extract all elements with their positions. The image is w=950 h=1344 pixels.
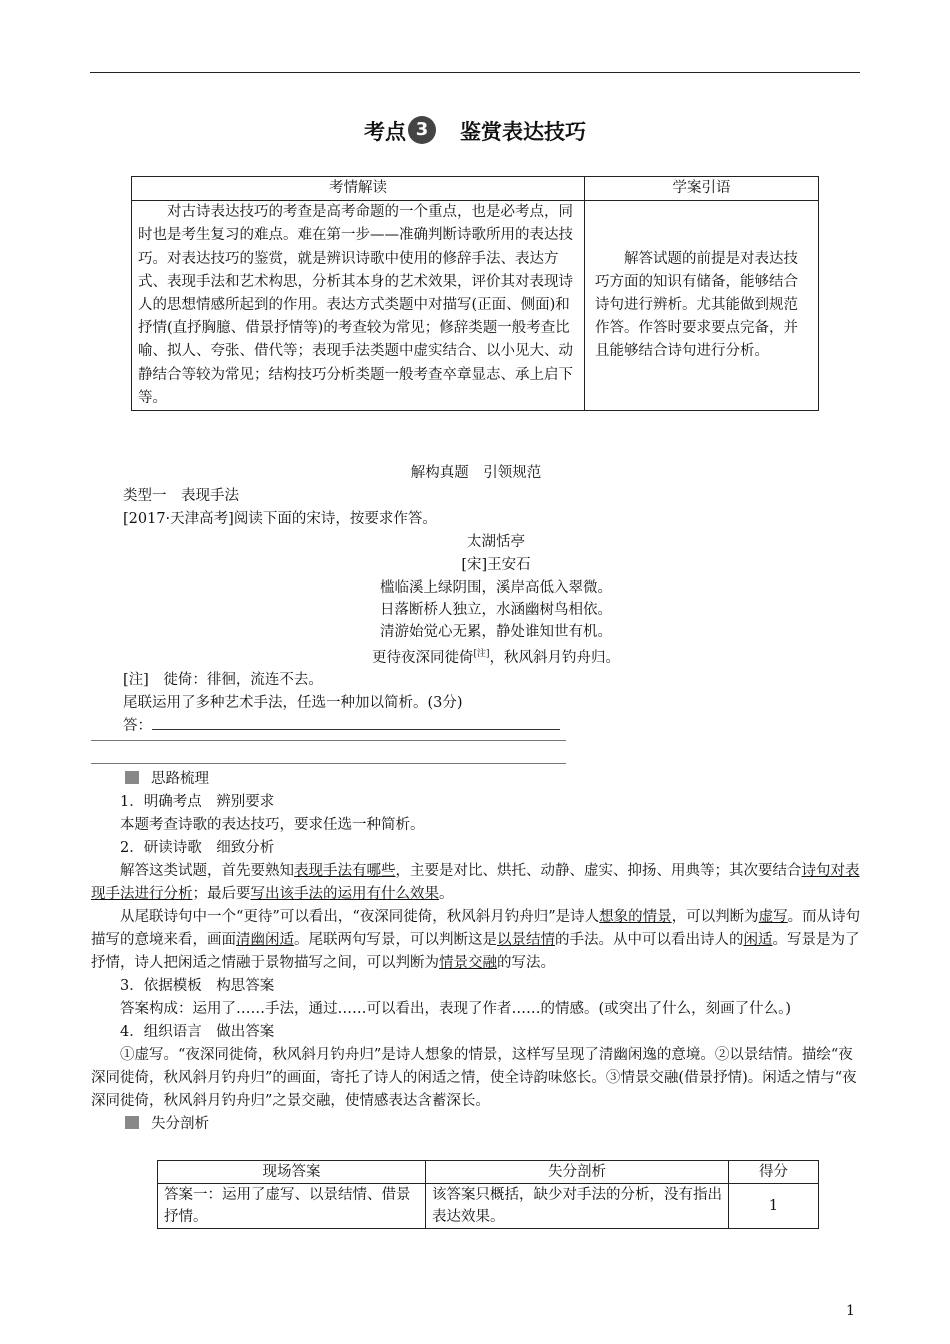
poem-line4-a: 更待夜深同徙倚: [371, 649, 474, 666]
page-title: [0, 116, 950, 147]
loss-heading-row: [91, 1113, 861, 1136]
step3-title: 3．依据模板 构思答案: [120, 978, 275, 994]
note: [注] 徙倚：徘徊，流连不去。: [123, 671, 323, 688]
intro-col2-header: 学案引语: [585, 177, 819, 201]
poem-line: 日落断桥人独立，水涵幽树鸟相依。: [380, 602, 612, 618]
question-section: [91, 462, 861, 738]
intro-col1-header: 考情解读: [132, 177, 585, 201]
title-prefix: 考点: [364, 120, 406, 144]
step4-title: 4．组织语言 做出答案: [120, 1024, 275, 1040]
loss-header: 失分剖析: [426, 1161, 729, 1184]
page-number: 1: [846, 1303, 855, 1319]
answer-line: [91, 715, 861, 738]
table-row: [158, 1184, 819, 1229]
loss-cell: 1: [729, 1184, 819, 1229]
analysis-section: [91, 768, 861, 1136]
poem-note-mark: [注]: [473, 649, 490, 659]
analysis-heading-row: [91, 768, 861, 791]
question-text: 尾联运用了多种艺术手法，任选一种加以简析。(3分): [123, 694, 463, 711]
key-phrase: 写出该手法的运用有什么效果: [250, 886, 439, 902]
key-phrase: 闲适: [743, 932, 773, 948]
key-phrase: 情景交融: [439, 955, 497, 971]
poem-title: 太湖恬亭: [467, 534, 525, 550]
intro-col1-text: 对古诗表达技巧的考查是高考命题的一个重点，也是必考点，同时也是考生复习的难点。难在第一步——准确判断诗歌所用的表达技巧。对表达技巧的鉴赏，就是辨识诗歌中使用的修辞手法、表达方式、表现手法和艺术构思，分析其本身的艺术效果，评价其对表现诗人的思想情感所起到的作用。表达方式类题中对描写(正面、侧面)和抒情(直抒胸臆、借景抒情等)的考查较为常见；修辞类题一般考查比喻、拟人、夸张、借代等；表现手法类题中虚实结合、以小见大、动静结合等较为常见；结构技巧分析类题一般考查卒章显志、承上启下等。: [132, 201, 585, 411]
key-phrase: 以景结情: [497, 932, 555, 948]
square-bullet-icon: [125, 1116, 139, 1129]
poem-line: [91, 643, 861, 669]
key-phrase: 想象的情景: [599, 909, 672, 925]
step4-text: ①虚写。“夜深同徙倚，秋风斜月钓舟归”是诗人想象的情景，这样写呈现了清幽闲逸的意境。②以景结情。描绘“夜深同徙倚，秋风斜月钓舟归”的画面，寄托了诗人的闲适之情，使全诗韵味悠长。③情景交融(借景抒情)。闲适之情与“夜深同徙倚，秋风斜月钓舟归”之景交融，使情感表达含蓄深长。: [91, 1047, 857, 1109]
loss-header: 得分: [729, 1161, 819, 1184]
square-bullet-icon: [125, 771, 139, 784]
key-phrase: 虚写: [758, 909, 788, 925]
intro-col2-text: 解答试题的前提是对表达技巧方面的知识有储备，能够结合诗句进行辨析。尤其能做到规范作答。作答时要求要点完备，并且能够结合诗句进行分析。: [585, 201, 819, 411]
poem-author: [宋]王安石: [461, 557, 531, 573]
loss-cell: 该答案只概括，缺少对手法的分析，没有指出表达效果。: [426, 1184, 729, 1229]
number-badge-icon: 3: [408, 116, 436, 144]
type-label: 类型一 表现手法: [123, 488, 239, 504]
key-phrase: 表现手法有哪些: [294, 863, 396, 879]
analysis-heading: 思路梳理: [151, 771, 209, 787]
question-source: [2017·天津高考]阅读下面的宋诗，按要求作答。: [123, 511, 437, 527]
answer-label: 答：: [123, 717, 152, 734]
step2-paragraph-1: 解答这类试题，首先要熟知表现手法有哪些，主要是对比、烘托、动静、虚实、抑扬、用典等；其次要结合诗句对表现手法进行分析；最后要写出该手法的运用有什么效果。: [91, 863, 860, 902]
answer-blank[interactable]: [152, 715, 560, 730]
poem-line: 槛临溪上绿阴围，溪岸高低入翠微。: [380, 580, 612, 596]
step1-text: 本题考查诗歌的表达技巧，要求任选一种简析。: [120, 817, 425, 833]
header-rule: [90, 72, 860, 73]
loss-cell: 答案一：运用了虚写、以景结情、借景抒情。: [158, 1184, 426, 1229]
loss-heading: 失分剖析: [151, 1116, 209, 1132]
intro-table: [131, 176, 819, 411]
poem-line: 清游始觉心无累，静处谁知世有机。: [380, 624, 612, 640]
step2-paragraph-2: 从尾联诗句中一个“更待”可以看出，“夜深同徙倚，秋风斜月钓舟归”是诗人想象的情景，可以判断为虚写。而从诗句描写的意境来看，画面清幽闲适。尾联两句写景，可以判断这是以景结情的手法。从中可以看出诗人的闲适。写景是为了抒情，诗人把闲适之情融于景物描写之间，可以判断为情景交融的写法。: [91, 909, 861, 971]
key-phrase: 诗句对表现手法进行分析: [91, 863, 860, 902]
section-heading: 解构真题 引领规范: [410, 465, 542, 481]
poem-line4-b: ，秋风斜月钓舟归。: [489, 649, 621, 666]
loss-header: 现场答案: [158, 1161, 426, 1184]
answer-rule: [91, 763, 566, 764]
loss-table: [157, 1160, 819, 1229]
step2-title: 2．研读诗歌 细致分析: [120, 840, 275, 856]
answer-rule: [91, 740, 566, 741]
step3-text: 答案构成：运用了……手法，通过……可以看出，表现了作者……的情感。(或突出了什么，刻画了什么。): [120, 1001, 792, 1017]
key-phrase: 清幽闲适: [236, 932, 294, 948]
title-main: 鉴赏表达技巧: [460, 120, 586, 144]
step1-title: 1．明确考点 辨别要求: [120, 794, 275, 810]
